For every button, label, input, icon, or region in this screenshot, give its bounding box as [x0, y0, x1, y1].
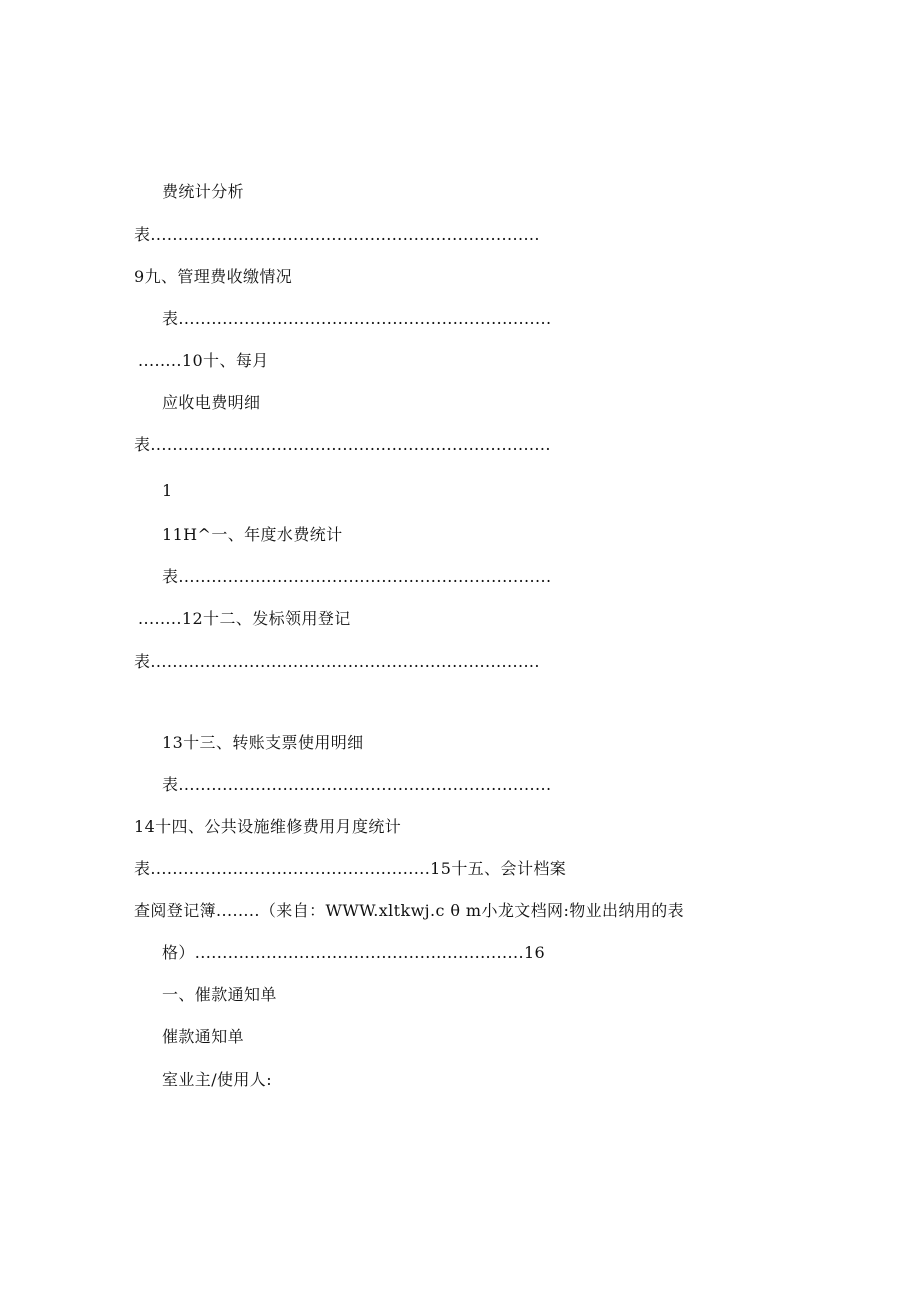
toc-line-9: 11H^一、年度水费统计: [162, 525, 343, 544]
toc-line-6: 应收电费明细: [162, 393, 261, 412]
toc-line-1: 费统计分析: [162, 182, 245, 201]
toc-line-8: 1: [162, 481, 173, 500]
toc-line-7: 表.........................................................................: [134, 435, 551, 454]
toc-line-11: ........12十二、发标领用登记: [138, 609, 351, 628]
notice-recipient: 室业主/使用人:: [162, 1070, 272, 1089]
toc-line-13: 13十三、转账支票使用明细: [162, 733, 364, 752]
toc-line-14: 表....................................................................: [162, 775, 552, 794]
toc-line-15: 14十四、公共设施维修费用月度统计: [134, 817, 402, 836]
toc-line-2: 表.......................................................................: [134, 225, 540, 244]
toc-line-18: 格）............................................................16: [162, 943, 546, 962]
toc-line-17: 查阅登记簿........（来自：WWW.xltkwj.c θ m小龙文档网:物业出纳用的表: [134, 901, 685, 920]
toc-line-10: 表....................................................................: [162, 567, 552, 586]
toc-line-3: 9九、管理费收缴情况: [134, 267, 293, 286]
toc-line-12: 表.......................................................................: [134, 652, 540, 671]
notice-title: 催款通知单: [162, 1027, 245, 1046]
section-heading: 一、催款通知单: [162, 985, 277, 1004]
toc-line-16: 表...................................................15十五、会计档案: [134, 859, 567, 878]
toc-line-5: ........10十、每月: [138, 351, 269, 370]
toc-line-4: 表....................................................................: [162, 309, 552, 328]
